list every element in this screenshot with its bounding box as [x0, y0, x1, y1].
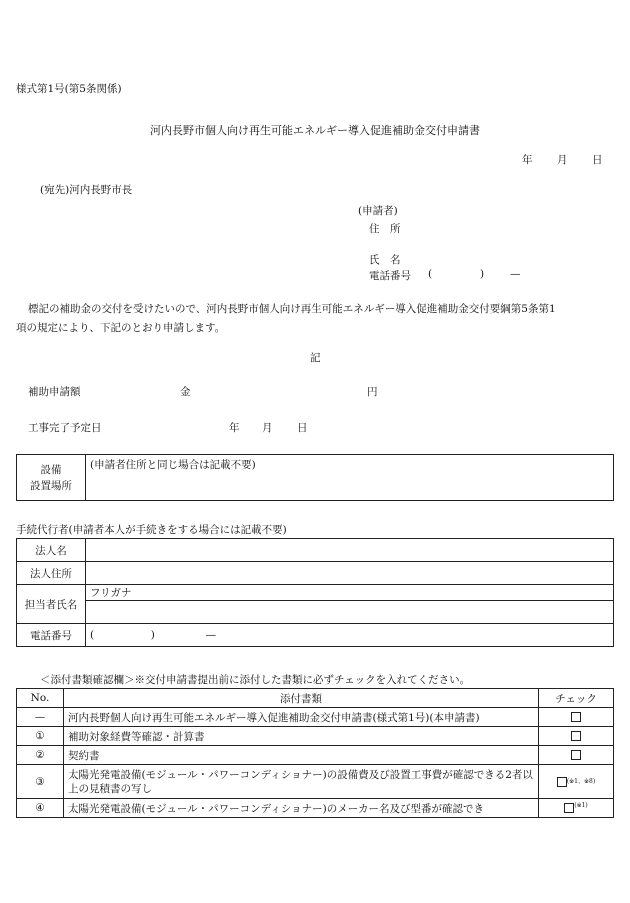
col-no: No. — [17, 689, 64, 708]
date-day: 日 — [592, 154, 603, 166]
site-label — [17, 455, 86, 501]
row-no: — — [17, 708, 64, 727]
corp-name-field[interactable] — [86, 539, 614, 562]
table-row — [17, 708, 614, 727]
agent-phone-field[interactable] — [86, 624, 614, 647]
form-number: 様式第1号(第5条関係) — [16, 83, 122, 95]
agent-phone-close: ) — [150, 629, 155, 641]
col-doc: 添付書類 — [64, 689, 539, 708]
addressee: (宛先)河内長野市長 — [40, 184, 133, 196]
applicant-phone-open: ( — [428, 268, 433, 280]
row-check-cell — [539, 727, 614, 746]
completion-label: 工事完了予定日 — [28, 422, 102, 434]
applicant-address-label: 住 所 — [369, 223, 401, 235]
row-no: ③ — [17, 765, 64, 799]
contact-name-field[interactable] — [86, 601, 614, 624]
row-doc: 契約書 — [64, 746, 539, 765]
site-label-line1: 設備 — [40, 463, 62, 476]
date-month: 月 — [557, 154, 568, 166]
row-no: ② — [17, 746, 64, 765]
checkbox[interactable] — [571, 712, 581, 722]
corp-name-label: 法人名 — [17, 539, 86, 562]
completion-month: 月 — [262, 422, 273, 434]
site-table — [16, 454, 614, 501]
table-row — [17, 727, 614, 746]
row-note: (※1) — [574, 802, 588, 809]
row-check-cell — [539, 708, 614, 727]
row-check-cell — [539, 746, 614, 765]
amount-prefix: 金 — [180, 386, 191, 398]
applicant-phone-label: 電話番号 — [369, 270, 411, 282]
attachments-heading: ＜添付書類確認欄＞※交付申請書提出前に添付した書類に必ずチェックを入れてください。 — [40, 674, 471, 686]
completion-day: 日 — [297, 422, 308, 434]
applicant-phone-dash: — — [510, 268, 521, 280]
row-doc: 河内長野個人向け再生可能エネルギー導入促進補助金交付申請書(様式第1号)(本申請書) — [64, 708, 539, 727]
date-year: 年 — [522, 154, 533, 166]
table-row — [17, 746, 614, 765]
furigana-field[interactable] — [86, 585, 614, 601]
ki-marker: 記 — [310, 352, 321, 364]
attachments-table — [16, 688, 614, 818]
row-note: (※1、※8) — [566, 777, 596, 785]
checkbox[interactable] — [557, 777, 567, 787]
row-check-cell — [539, 765, 614, 799]
row-doc: 補助対象経費等確認・計算書 — [64, 727, 539, 746]
agent-phone-label: 電話番号 — [17, 624, 86, 647]
completion-year: 年 — [229, 422, 240, 434]
checkbox[interactable] — [571, 731, 581, 741]
applicant-heading: (申請者) — [358, 205, 398, 217]
site-note: (申請者住所と同じ場合は記載不要) — [90, 459, 256, 471]
row-no: ④ — [17, 799, 64, 818]
col-check: チェック — [539, 689, 614, 708]
row-no: ① — [17, 727, 64, 746]
site-input-cell[interactable] — [86, 455, 614, 501]
corp-address-field[interactable] — [86, 562, 614, 585]
furigana-label: フリガナ — [90, 587, 132, 599]
table-row — [17, 799, 614, 818]
checkbox[interactable] — [571, 750, 581, 760]
applicant-phone-close: ) — [480, 268, 485, 280]
row-doc: 太陽光発電設備(モジュール・パワーコンディショナー)の設備費及び設置工事費が確認できる2者以上の見積書の写し — [64, 765, 539, 799]
agent-phone-open: ( — [90, 629, 95, 641]
page-title: 河内長野市個人向け再生可能エネルギー導入促進補助金交付申請書 — [150, 124, 480, 137]
checkbox[interactable] — [564, 803, 574, 813]
body-text-line2: 項の規定により、下記のとおり申請します。 — [16, 322, 226, 334]
amount-label: 補助申請額 — [28, 386, 81, 398]
site-label-line2: 設置場所 — [30, 479, 72, 492]
table-row — [17, 765, 614, 799]
row-doc: 太陽光発電設備(モジュール・パワーコンディショナー)のメーカー名及び型番が確認でき — [64, 799, 539, 818]
agent-table — [16, 538, 614, 647]
amount-unit: 円 — [367, 386, 378, 398]
agent-phone-dash: — — [205, 629, 217, 641]
corp-address-label: 法人住所 — [17, 562, 86, 585]
row-check-cell — [539, 799, 614, 818]
contact-name-label: 担当者氏名 — [17, 585, 86, 624]
applicant-name-label: 氏 名 — [369, 254, 401, 266]
body-text-line1: 標記の補助金の交付を受けたいので、河内長野市個人向け再生可能エネルギー導入促進補助金交付要綱第5条第1 — [28, 303, 556, 315]
agent-heading: 手続代行者(申請者本人が手続きをする場合には記載不要) — [16, 524, 287, 536]
